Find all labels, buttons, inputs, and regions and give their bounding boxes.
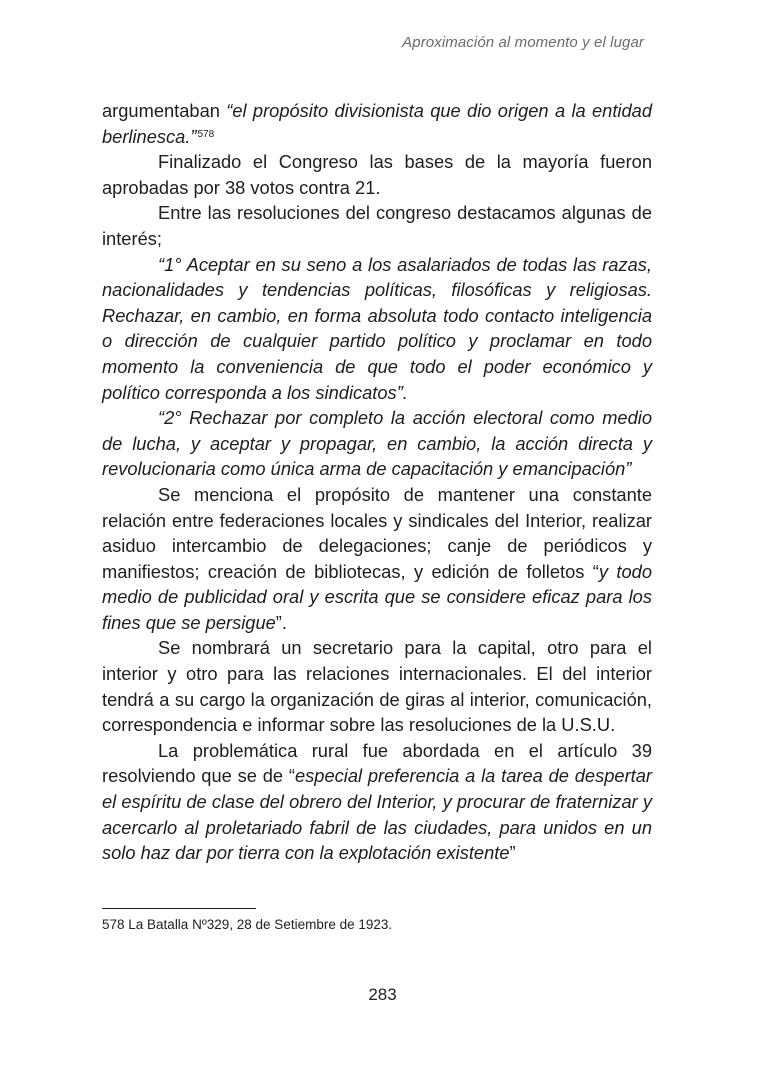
block-quote-resolution-2 (102, 405, 652, 482)
paragraph-text: ” (509, 842, 516, 864)
quoted-text: “el propósito divisionista que dio origen a la entidad berlinesca.” (102, 100, 652, 147)
page-number: 283 (368, 985, 397, 1004)
running-header: Aproximación al momento y el lugar (402, 34, 644, 51)
footnote: 578 La Batalla Nº329, 28 de Setiembre de 1923. (102, 917, 393, 932)
quoted-text: especial preferencia a la tarea de despertar el espíritu de clase del obrero del Interior, y procurar de fraternizar y acercarlo al proletariado fabril de las ciudades, para unidos en un solo haz dar por tierra con la explotación existente (102, 765, 652, 864)
quoted-text: “2° Rechazar por completo la acción electoral como medio de lucha, y aceptar y propagar, en cambio, la acción directa y revolucionaria como única arma de capacitación y emancipación” (102, 407, 652, 480)
footnote-divider (102, 908, 256, 909)
paragraph: Se nombrará un secretario para la capital, otro para el interior y otro para las relaciones internacionales. El del interior tendrá a su cargo la organización de giras al interior, comunicación, correspondencia e informar sobre las resoluciones de la U.S.U. (102, 637, 652, 736)
paragraph-continuation (102, 98, 652, 149)
paragraph-text: La problemática rural fue abordada en el artículo 39 resolviendo que se de “ (102, 739, 652, 787)
body-text (102, 98, 652, 866)
footnote-reference: 578 (197, 128, 215, 140)
paragraph-text: argumentaban (102, 100, 227, 121)
quoted-text: y todo medio de publicidad oral y escrita que se considere eficaz para los fines que se persigue (102, 560, 652, 633)
block-quote-resolution-1 (102, 252, 652, 406)
paragraph (102, 738, 652, 866)
paragraph-text: Se menciona el propósito de mantener una constante relación entre federaciones locales y sindicales del Interior, realizar asiduo intercambio de delegaciones; canje de periódicos y manifiestos; creación de bibliotecas, y edición de folletos “ (102, 483, 652, 582)
paragraph-text: ”. (275, 611, 287, 633)
paragraph: Entre las resoluciones del congreso destacamos algunas de interés; (102, 202, 652, 249)
paragraph (102, 482, 652, 636)
quoted-text: “1° Aceptar en su seno a los asalariados de todas las razas, nacionalidades y tendencias políticas, filosóficas y religiosas. Rechazar, en cambio, en forma absoluta todo contacto inteligencia o dirección de cualquier partido político y proclamar en todo momento la conveniencia de que todo el poder económico y político corresponda a los sindicatos”. (102, 253, 652, 403)
paragraph: Finalizado el Congreso las bases de la mayoría fueron aprobadas por 38 votos contra 21. (102, 151, 652, 198)
